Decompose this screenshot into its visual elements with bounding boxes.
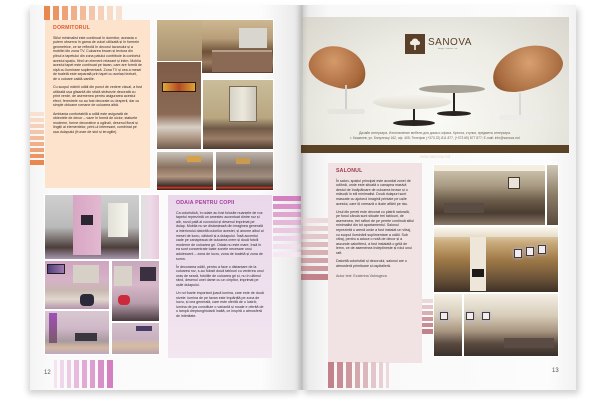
page-right: [301, 5, 576, 390]
rose-bottom-stripes: [328, 362, 389, 388]
kids-photo-curtain: [140, 194, 160, 260]
sanova-tagline: design · furniture · art: [438, 47, 458, 50]
pink-bottom-stripes: [54, 360, 113, 388]
coffee-table-front: [373, 95, 451, 109]
author-credit: [336, 274, 414, 279]
living-room-paragraph: Datorită coloristicii și decorului, salonul are o atmosferă primitoare și ospitalieră.: [336, 259, 407, 268]
author-name: Ecaterina Vahrugeva: [353, 274, 387, 279]
living-room-photo-fireplace-frames: [433, 226, 559, 293]
living-room-photo-side: [546, 164, 559, 226]
bedroom-paragraph: Cu scopul măririi odăii din punct de vedere vizual, a fost utilizată ușa glisantă din sticlă străvezie decorată cu print verde, de asemenea pentru asigurarea acestui efect, ferestrele nu au fost decorate cu draperii, dar cu simple obloane romane de culoarea albă.: [53, 85, 142, 108]
bedroom-paragraph: Ambianța confortabilă a odăii este asigurată de obiectele de decor – vaze în formă de ulcior, statuete moderne, forme decorative a oglinzii, desenul floral și lingiții ai elementelor, print-ul interesant, combinat pe ușa dulapului (frunze de stuf și ierugiile).: [53, 111, 138, 134]
bedroom-photo-wall-painting: [156, 61, 202, 150]
bedroom-photo-bed-led-1: [156, 151, 214, 191]
kids-photo-desk-chair: [111, 260, 160, 322]
page-left: [30, 5, 301, 390]
living-room-title: SALONUL: [336, 168, 363, 174]
kids-room-paragraph: Ca coloristică, în odaie au fost folosite nuanțele de roz: tapetul reprezintă un amestec accentuat dintre roz și alb, rozul pală al covorului și desenul imprimat pe dulap. Mobila nu se distanțează din imaginea generală a interiorului datorită culorilor acestei, și anume albul al mesei de lucru, căldurii și a dulapului. Însă accentul cade pe canapeaua de culoarea crem și două fotolii moderne de culoarea gri. Odaia nu este mare, însă în ea sunt concentrate toate zonele necesare unui adolescent – zona de lucru, zona de toaletă și zona de somn.: [176, 210, 264, 261]
kids-photo-tv-wall: [44, 194, 140, 260]
bedroom-title: DORMITORUL: [53, 25, 91, 31]
bedroom-photo-sliding-wardrobe: [202, 79, 274, 150]
living-room-photo-sofa-window: [433, 164, 546, 226]
kids-room-paragraph: Un rol foarte important joacă lumina, care este de două nivele: lumina de pe tavan este împărțită pe zona de lucru, și cea generală, care este oferită de o lustră; lumina de jos constituie o variantă și moale e oferită de o lampă dreptunghiulară înaltă, ce inspiră o atmosferă de intimitate.: [176, 291, 264, 319]
orange-top-stripes: [44, 6, 122, 20]
kids-room-paragraph: În decorarea odăii, pentru a face o distanțare de la culoarea roz, s-au folosit două tablouri cu vederea unui oraș de seară, fotoliile de culoarea gri și, nu în ultimul rând, desenul unei dame cu un ciripitor, imprimat pe ușile dulapului.: [176, 264, 264, 287]
kids-room-text-box: [168, 195, 272, 358]
sanova-contact-line: г. Кишинев, ул. Бэнулеску 162, оф. 405; Телефон (+373 22) 811 877, (+373 69) 877 877; E-mail: info@sanova.md: [350, 136, 520, 140]
kids-room-title: ODAIA PENTRU COPII: [176, 200, 235, 206]
sanova-website-link[interactable]: www.sanova.md: [419, 154, 451, 159]
living-room-photo-frames-sofa: [433, 293, 559, 357]
orange-side-stripes: [30, 112, 44, 165]
page-number-left: 12: [44, 370, 51, 376]
living-room-paragraph: Unul din pereți este decorat cu piatră naturală, pe fonul căruia sunt situate trei tablouri, de asemenea, trei rafturi de pe perete continuă stilul minimalist din tot apartamentul. Salonul reprezintă o arenă unde a fost instalat un vitraj, cu scopul iluminării suplimentare a odăii. Sub vitraj, pentru a aduce o notă de decor și a ascunde caloriferul, a fost instalată o grilă de lemn, ce de asemenea îndeplinește și rolul unui raft.: [336, 209, 414, 255]
page-number-right: 13: [552, 368, 559, 374]
kids-photo-window-desk: [44, 260, 110, 310]
bedroom-photo-bed-led-2: [215, 151, 274, 191]
sanova-tree-icon: [405, 34, 425, 54]
lounge-chair-right: [486, 37, 567, 99]
bedroom-text-box: [45, 20, 150, 188]
living-room-paragraph: În salon, spațiul principal este acordat zonei de odihnă, unde este situată o canapea masivă destul de încăpătoare de culoarea brown și o măsuță în stil minimalist. Două dulapuri sunt mascate cu ajutorul imaginii printate pe ușile acestui, care îți creează o iluzie aflării pe râu.: [336, 178, 411, 206]
kids-photo-sofa: [111, 322, 160, 355]
coffee-table-back: [419, 85, 485, 93]
sanova-advertisement: [301, 17, 569, 159]
rose-inner-stripes: [422, 299, 433, 334]
author-label: Autor text:: [336, 274, 353, 279]
lounge-chair-left: [304, 39, 372, 95]
gutter-fold: [296, 5, 308, 390]
living-room-text-box: [328, 163, 422, 363]
kids-photo-sofa-chandelier: [44, 310, 110, 355]
bedroom-paragraph: Stilul minimalist este continuat în dormitor, aceasta o putem observa în gama de culori utilizată și în formele geometrice, ce se reflectă în decorul tavanului și a mobilei din zona TV. Culoarea brown și textura din plinul a tapetului din zona patului contribuie la confortul acestui spațiu, fiind un element relaxant și intim. Mobila acestui tapet este continuat pe tavan, care are formă de nişă cu iluminare suplimentară. Zona TV și cea a mesei de toaletă este separată prin tapet cu același texturii, de o culoare caldă-vanilie.: [53, 35, 142, 81]
sanova-brand: SANOVA: [428, 36, 472, 48]
sanova-website-bar: [301, 145, 569, 159]
sanova-logo: [405, 34, 472, 54]
sanova-description-line1: Дизайн интерьера. Изготовление мебели для дома и офиса. Кресла, стулья, предметы интерьера.: [359, 131, 511, 135]
magazine-spread: [30, 5, 600, 390]
